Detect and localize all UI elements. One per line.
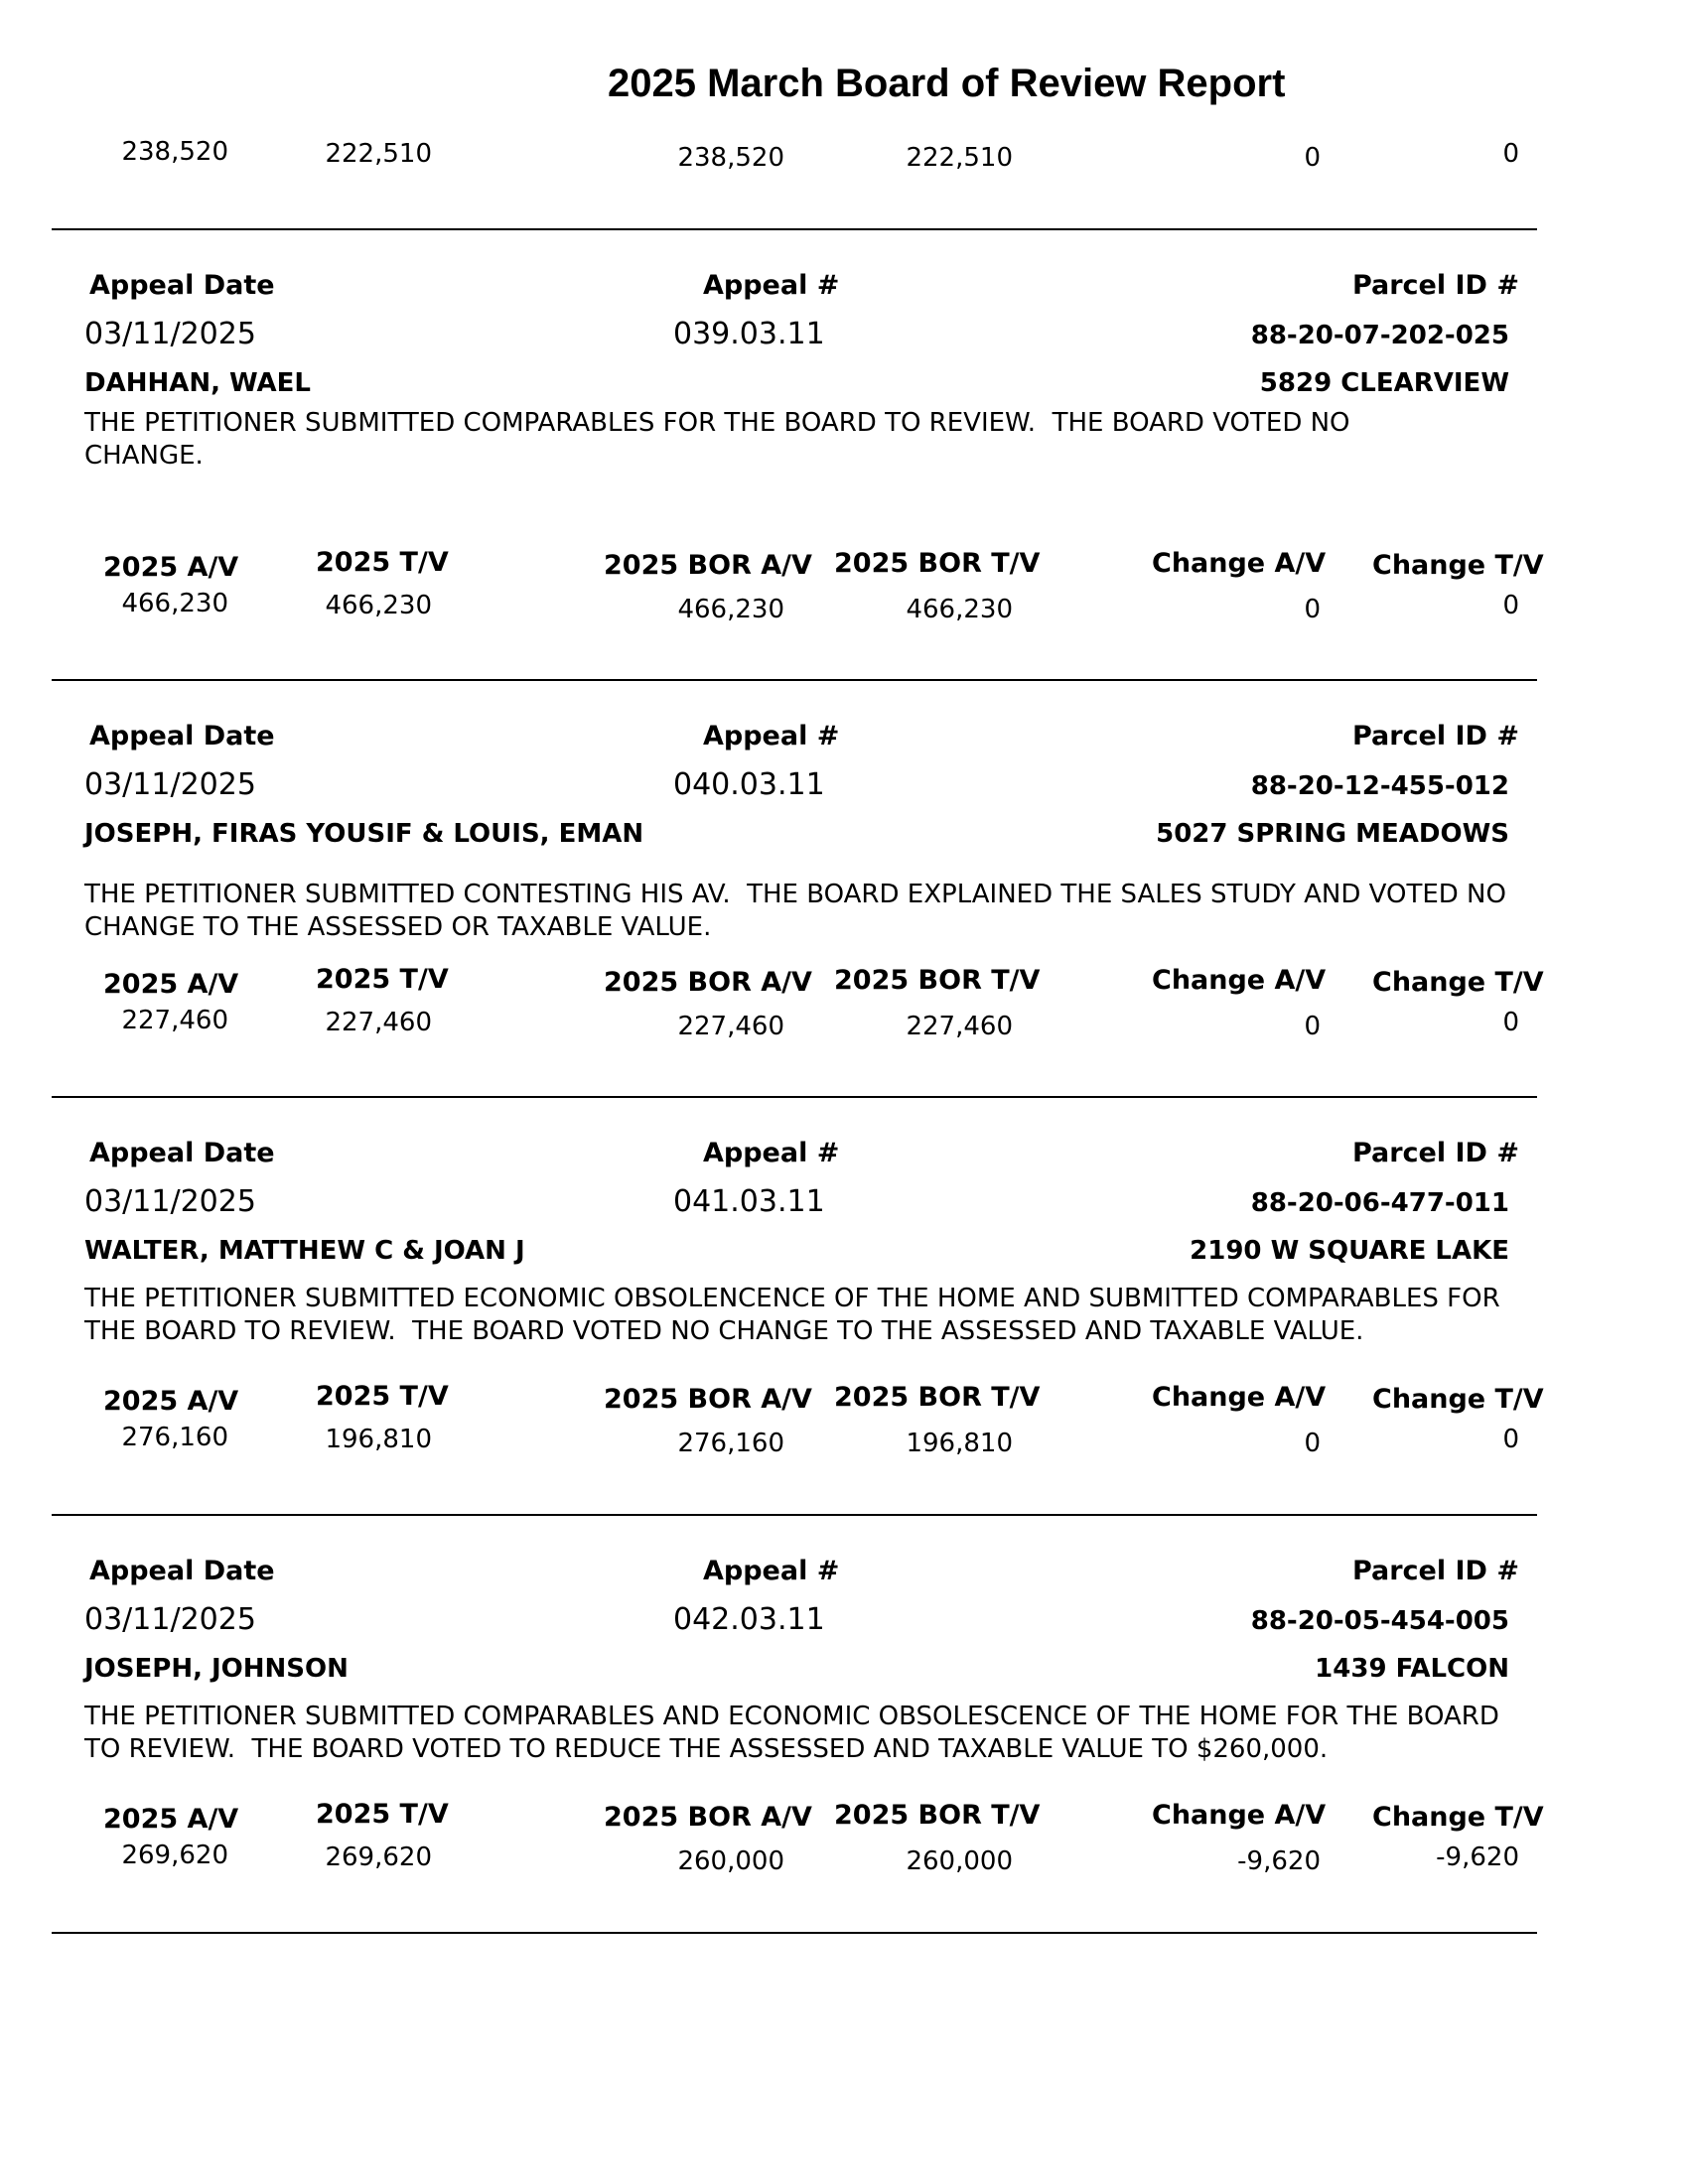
value-tv: 269,620 <box>325 1843 432 1872</box>
appeal-number: 041.03.11 <box>673 1184 825 1219</box>
value-bor-av: 238,520 <box>677 143 784 173</box>
appeal-date: 03/11/2025 <box>84 1184 256 1219</box>
label-appeal-date: Appeal Date <box>89 270 275 301</box>
header-av: 2025 A/V <box>103 1804 239 1835</box>
header-bor-av: 2025 BOR A/V <box>604 550 812 581</box>
label-appeal-number: Appeal # <box>703 1138 840 1168</box>
value-change-tv: 0 <box>1502 1425 1519 1454</box>
label-parcel-id: Parcel ID # <box>1351 721 1519 751</box>
header-change-av: Change A/V <box>1152 965 1327 996</box>
header-bor-av: 2025 BOR A/V <box>604 967 812 998</box>
value-change-tv: 0 <box>1502 591 1519 620</box>
parcel-id: 88-20-12-455-012 <box>1250 771 1509 801</box>
header-change-tv: Change T/V <box>1372 550 1544 581</box>
label-appeal-date: Appeal Date <box>89 1556 275 1586</box>
property-address: 1439 FALCON <box>1315 1654 1509 1684</box>
header-change-av: Change A/V <box>1152 548 1327 579</box>
appeal-description: THE PETITIONER SUBMITTED CONTESTING HIS AV. THE BOARD EXPLAINED THE SALES STUDY AND VOTED NO CHANGE TO THE ASSESSED OR TAXABLE VALUE. <box>84 880 1506 942</box>
section-divider <box>52 1096 1537 1098</box>
appeal-description: THE PETITIONER SUBMITTED COMPARABLES AND ECONOMIC OBSOLESCENCE OF THE HOME FOR THE BOARD TO REVIEW. THE BOARD VOTED TO REDUCE THE ASSESSED AND TAXABLE VALUE TO $260,000. <box>84 1702 1499 1764</box>
label-appeal-date: Appeal Date <box>89 1138 275 1168</box>
label-parcel-id: Parcel ID # <box>1351 270 1519 301</box>
appeal-date: 03/11/2025 <box>84 1602 256 1637</box>
appeal-date: 03/11/2025 <box>84 767 256 802</box>
value-bor-av: 276,160 <box>677 1429 784 1458</box>
header-tv: 2025 T/V <box>316 547 449 578</box>
value-av: 227,460 <box>121 1006 228 1035</box>
value-av: 238,520 <box>121 137 228 167</box>
label-appeal-number: Appeal # <box>703 270 840 301</box>
property-address: 5829 CLEARVIEW <box>1259 368 1509 398</box>
value-bor-av: 227,460 <box>677 1012 784 1041</box>
header-av: 2025 A/V <box>103 1386 239 1417</box>
value-bor-tv: 466,230 <box>906 595 1013 624</box>
header-change-tv: Change T/V <box>1372 1384 1544 1415</box>
value-bor-av: 466,230 <box>677 595 784 624</box>
owner-name: JOSEPH, JOHNSON <box>84 1654 349 1684</box>
value-bor-av: 260,000 <box>677 1846 784 1876</box>
value-change-tv: -9,620 <box>1436 1843 1519 1872</box>
property-address: 2190 W SQUARE LAKE <box>1190 1236 1509 1266</box>
appeal-number: 042.03.11 <box>673 1602 825 1637</box>
value-av: 276,160 <box>121 1423 228 1452</box>
appeal-number: 039.03.11 <box>673 317 825 351</box>
value-change-av: 0 <box>1304 1429 1321 1458</box>
property-address: 5027 SPRING MEADOWS <box>1156 819 1509 849</box>
header-bor-tv: 2025 BOR T/V <box>834 1800 1041 1831</box>
value-change-av: 0 <box>1304 595 1321 624</box>
section-divider <box>52 1514 1537 1516</box>
label-parcel-id: Parcel ID # <box>1351 1556 1519 1586</box>
owner-name: DAHHAN, WAEL <box>84 368 311 398</box>
appeal-description: THE PETITIONER SUBMITTED ECONOMIC OBSOLENCENCE OF THE HOME AND SUBMITTED COMPARABLES FOR THE BOARD TO REVIEW. THE BOARD VOTED NO CHANGE TO THE ASSESSED AND TAXABLE VALUE. <box>84 1284 1500 1346</box>
parcel-id: 88-20-05-454-005 <box>1250 1606 1509 1636</box>
header-tv: 2025 T/V <box>316 964 449 995</box>
header-tv: 2025 T/V <box>316 1799 449 1830</box>
value-change-tv: 0 <box>1502 139 1519 169</box>
value-av: 269,620 <box>121 1841 228 1870</box>
report-title: 2025 March Board of Review Report <box>608 62 1286 105</box>
value-tv: 222,510 <box>325 139 432 169</box>
value-change-av: 0 <box>1304 143 1321 173</box>
value-tv: 466,230 <box>325 591 432 620</box>
parcel-id: 88-20-06-477-011 <box>1250 1188 1509 1218</box>
value-bor-tv: 196,810 <box>906 1429 1013 1458</box>
section-divider <box>52 679 1537 681</box>
header-change-av: Change A/V <box>1152 1382 1327 1413</box>
parcel-id: 88-20-07-202-025 <box>1250 321 1509 350</box>
value-bor-tv: 260,000 <box>906 1846 1013 1876</box>
appeal-date: 03/11/2025 <box>84 317 256 351</box>
value-bor-tv: 227,460 <box>906 1012 1013 1041</box>
header-change-tv: Change T/V <box>1372 967 1544 998</box>
label-appeal-number: Appeal # <box>703 721 840 751</box>
value-tv: 196,810 <box>325 1425 432 1454</box>
owner-name: WALTER, MATTHEW C & JOAN J <box>84 1236 525 1266</box>
value-tv: 227,460 <box>325 1008 432 1037</box>
header-bor-tv: 2025 BOR T/V <box>834 965 1041 996</box>
header-bor-tv: 2025 BOR T/V <box>834 548 1041 579</box>
header-change-tv: Change T/V <box>1372 1802 1544 1833</box>
value-change-av: 0 <box>1304 1012 1321 1041</box>
label-appeal-date: Appeal Date <box>89 721 275 751</box>
value-change-av: -9,620 <box>1237 1846 1321 1876</box>
header-bor-av: 2025 BOR A/V <box>604 1802 812 1833</box>
appeal-number: 040.03.11 <box>673 767 825 802</box>
header-bor-av: 2025 BOR A/V <box>604 1384 812 1415</box>
header-av: 2025 A/V <box>103 552 239 583</box>
header-av: 2025 A/V <box>103 969 239 1000</box>
header-tv: 2025 T/V <box>316 1381 449 1412</box>
label-appeal-number: Appeal # <box>703 1556 840 1586</box>
header-change-av: Change A/V <box>1152 1800 1327 1831</box>
header-bor-tv: 2025 BOR T/V <box>834 1382 1041 1413</box>
value-bor-tv: 222,510 <box>906 143 1013 173</box>
value-change-tv: 0 <box>1502 1008 1519 1037</box>
owner-name: JOSEPH, FIRAS YOUSIF & LOUIS, EMAN <box>84 819 644 849</box>
section-divider <box>52 228 1537 230</box>
appeal-description: THE PETITIONER SUBMITTED COMPARABLES FOR THE BOARD TO REVIEW. THE BOARD VOTED NO CHANGE. <box>84 408 1350 471</box>
label-parcel-id: Parcel ID # <box>1351 1138 1519 1168</box>
section-divider <box>52 1932 1537 1934</box>
value-av: 466,230 <box>121 589 228 618</box>
